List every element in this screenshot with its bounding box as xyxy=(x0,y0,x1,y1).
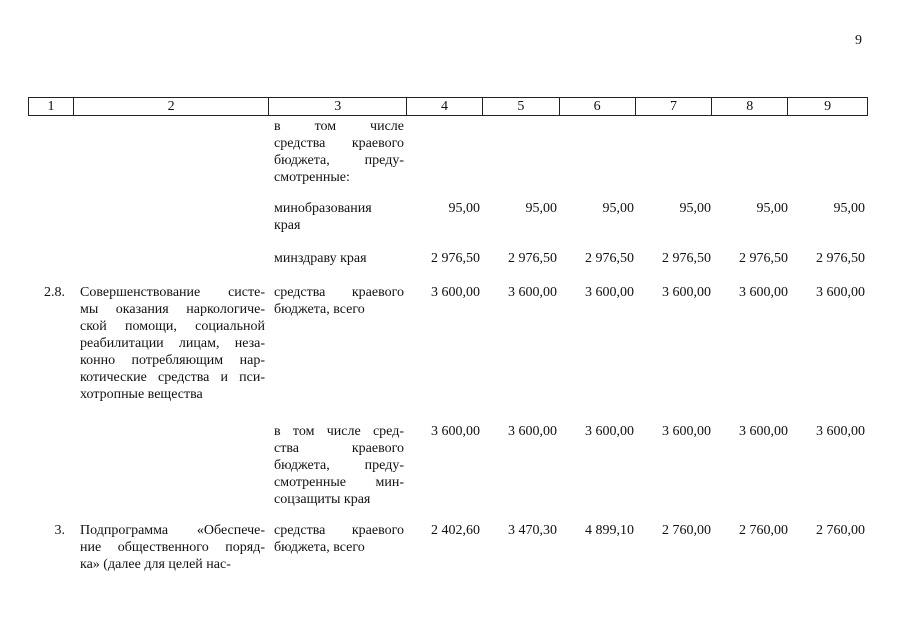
measure-name-line: ской помощи, социальной xyxy=(80,319,265,334)
value-cell: 2 976,50 xyxy=(508,251,557,266)
value-cell: 2 760,00 xyxy=(816,523,865,538)
value-cell: 3 600,00 xyxy=(431,424,480,439)
value-cell: 95,00 xyxy=(679,201,711,216)
value-cell: 2 402,60 xyxy=(431,523,480,538)
header-cell: 8 xyxy=(712,98,788,115)
funding-source-line: соцзащиты края xyxy=(274,492,371,507)
funding-source-line: в том числе xyxy=(274,119,404,134)
header-cell: 6 xyxy=(560,98,636,115)
funding-source-line: ства краевого xyxy=(274,441,404,456)
header-cell: 2 xyxy=(74,98,270,115)
measure-name-line: котические средства и пси- xyxy=(80,370,265,385)
header-cell: 9 xyxy=(824,99,832,114)
measure-name-line: конно потребляющим нар- xyxy=(80,353,265,368)
row-number: 3. xyxy=(54,523,65,538)
funding-source-line: средства краевого xyxy=(274,136,404,151)
value-cell: 3 600,00 xyxy=(585,424,634,439)
page-number: 9 xyxy=(855,33,862,48)
value-cell: 95,00 xyxy=(448,201,480,216)
value-cell: 3 600,00 xyxy=(739,424,788,439)
value-cell: 3 600,00 xyxy=(662,285,711,300)
measure-name-line: реабилитации лицам, неза- xyxy=(80,336,265,351)
measure-name-line: ние общественного поряд- xyxy=(80,540,265,555)
value-cell: 95,00 xyxy=(525,201,557,216)
value-cell: 2 976,50 xyxy=(662,251,711,266)
value-cell: 3 600,00 xyxy=(739,285,788,300)
value-cell: 3 600,00 xyxy=(662,424,711,439)
value-cell: 2 976,50 xyxy=(585,251,634,266)
header-cell: 4 xyxy=(407,98,483,115)
row-number: 2.8. xyxy=(44,285,65,300)
funding-source-line: бюджета, всего xyxy=(274,540,365,555)
funding-source-line: в том числе сред- xyxy=(274,424,404,439)
value-cell: 95,00 xyxy=(602,201,634,216)
measure-name-line: Подпрограмма «Обеспече- xyxy=(80,523,265,538)
table-header-row xyxy=(28,97,868,116)
measure-name-line: мы оказания наркологиче- xyxy=(80,302,265,317)
measure-name-line: хотропные вещества xyxy=(80,387,203,402)
value-cell: 3 600,00 xyxy=(508,424,557,439)
funding-source-line: минобразования xyxy=(274,201,372,216)
value-cell: 3 600,00 xyxy=(431,285,480,300)
measure-name-line: Совершенствование систе- xyxy=(80,285,265,300)
funding-source-line: бюджета, преду- xyxy=(274,153,404,168)
header-cell: 1 xyxy=(29,98,74,115)
funding-source-line: средства краевого xyxy=(274,285,404,300)
header-cell: 7 xyxy=(636,98,713,115)
value-cell: 3 600,00 xyxy=(508,285,557,300)
funding-source-line: бюджета, преду- xyxy=(274,458,404,473)
value-cell: 2 760,00 xyxy=(739,523,788,538)
value-cell: 95,00 xyxy=(756,201,788,216)
value-cell: 3 470,30 xyxy=(508,523,557,538)
value-cell: 95,00 xyxy=(833,201,865,216)
value-cell: 2 760,00 xyxy=(662,523,711,538)
value-cell: 4 899,10 xyxy=(585,523,634,538)
funding-source-line: смотренные мин- xyxy=(274,475,404,490)
value-cell: 3 600,00 xyxy=(816,424,865,439)
funding-source-line: смотренные: xyxy=(274,170,350,185)
funding-source-line: средства краевого xyxy=(274,523,404,538)
funding-source-line: края xyxy=(274,218,301,233)
value-cell: 3 600,00 xyxy=(816,285,865,300)
value-cell: 2 976,50 xyxy=(816,251,865,266)
funding-source-line: минздраву края xyxy=(274,251,367,266)
value-cell: 2 976,50 xyxy=(431,251,480,266)
funding-source-line: бюджета, всего xyxy=(274,302,365,317)
header-cell: 5 xyxy=(483,98,560,115)
measure-name-line: ка» (далее для целей нас- xyxy=(80,557,231,572)
value-cell: 2 976,50 xyxy=(739,251,788,266)
header-cell: 3 xyxy=(269,98,407,115)
value-cell: 3 600,00 xyxy=(585,285,634,300)
